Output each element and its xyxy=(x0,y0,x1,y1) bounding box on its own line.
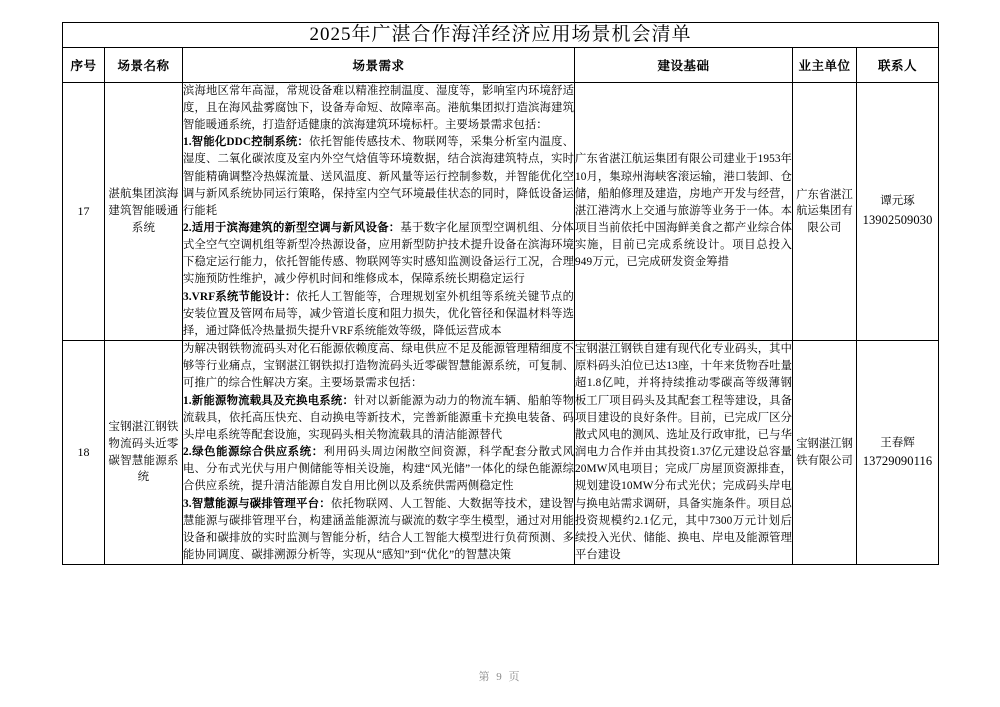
table-header-row xyxy=(63,47,939,82)
row-number: 17 xyxy=(63,82,105,340)
contact-person xyxy=(857,82,939,340)
requirement-intro: 为解决钢铁物流码头对化石能源依赖度高、绿电供应不足及能源管理精细度不够等行业痛点，宝钢湛江钢铁拟打造物流码头近零碳智慧能源系统，可复制、可推广的综合性解决方案。主要场景需求包括： xyxy=(183,343,574,390)
contact-name: 谭元琢 xyxy=(880,195,915,208)
requirement-item-head: 2.适用于滨海建筑的新型空调与新风设备： xyxy=(183,222,401,234)
table-row xyxy=(63,341,939,565)
requirement-item-head: 3.智慧能源与碳排管理平台： xyxy=(183,497,331,510)
column-header-basis: 建设基础 xyxy=(575,47,793,82)
requirement-intro: 滨海地区常年高湿，常规设备难以精准控制温度、湿度等，影响室内环境舒适度，且在海风盐雾腐蚀下，设备寿命短、故障率高。港航集团拟打造滨海建筑智能暖通系统，打造舒适健康的滨海建筑环境标杆。主要场景需求包括： xyxy=(183,84,574,132)
requirement-item-body: 依托物联网、人工智能、大数据等技术，建设智慧能源与碳排管理平台，构建涵盖能源流与碳流的数字孪生模型，通过对用能设备和碳排放的实时监测与智能分析，结合人工智能大模型进行负荷预测、多能协同调度、碳排溯源分析等，实现从“感知”到“优化”的智慧决策 xyxy=(183,497,574,561)
requirement-item-body: 利用码头周边闲散空间资源，科学配套分散式风电、分布式光伏与用户侧储能等相关设施，构建“风光储”一体化的绿色能源综合供应系统，提升清洁能源自发自用比例以及系统供需两侧稳定性 xyxy=(183,446,574,493)
column-header-owner: 业主单位 xyxy=(793,47,857,82)
requirement-item-head: 1.新能源物流载具及充换电系统： xyxy=(183,394,355,407)
column-header-name: 场景名称 xyxy=(105,47,183,82)
page-title: 2025年广湛合作海洋经济应用场景机会清单 xyxy=(63,23,939,48)
requirement-item xyxy=(183,444,574,495)
table-title-row xyxy=(63,23,939,48)
construction-basis: 宝钢湛江钢铁自建有现代化专业码头，其中原料码头泊位已达13座，十年来货物吞吐量超1.8亿吨，并将持续推动零碳高等级薄钢板工厂项目码头及其配套工程等建设，具备项目建设的良好条件。目前，已完成厂区分散式风电的测风、选址及行政审批，已与华润电力合作并由其投资1.37亿元建设总容量20MW风电项目；完成厂房屋顶资源排查，规划建设10MW分布式光伏；完成码头岸电与换电站需求调研，具备实施条件。项目总投资规模约2.1亿元，其中7300万元计划后续投入光伏、储能、换电、岸电及能源管理平台建设 xyxy=(575,341,793,565)
scene-requirement xyxy=(183,82,575,340)
requirement-item xyxy=(183,220,574,289)
requirement-item-head: 1.智能化DDC控制系统： xyxy=(183,136,309,149)
requirement-item-body: 依托人工智能等，合理规划室外机组等系统关键节点的安装位置及管网布局等，减少管道长度和阻力损失，优化管径和保温材料等选择，通过降低冷热量损失提升VRF系统能效等级，降低运营成本 xyxy=(183,290,574,337)
scene-requirement xyxy=(183,341,575,565)
contact-phone: 13902509030 xyxy=(862,212,933,227)
column-header-no: 序号 xyxy=(63,47,105,82)
requirement-item-body: 基于数字化屋顶型空调机组、分体式全空气空调机组等新型冷热源设备，应用新型防护技术提升设备在滨海环境下稳定运行能力，依托智能传感、物联网等实时感知监测设备运行工况，合理实施预防性维护，减少停机时间和维修成本，保障系统长期稳定运行 xyxy=(183,222,574,286)
requirement-item-body: 依托智能传感技术、物联网等，采集分析室内温度、湿度、二氧化碳浓度及室内外空气焓值等环境数据，结合滨海建筑特点，实时智能精确调整冷热媒流量、送风温度、新风量等运行控制参数，并智能优化空调与新风系统协同运行策略，保持室内空气环境最佳状态的同时，降低设备运行能耗 xyxy=(183,136,574,217)
column-header-requirement: 场景需求 xyxy=(183,47,575,82)
contact-phone: 13729090116 xyxy=(862,453,933,468)
scene-name: 宝钢湛江钢铁物流码头近零碳智慧能源系统 xyxy=(105,341,183,565)
table-row xyxy=(63,82,939,340)
opportunity-list-table xyxy=(62,22,939,565)
construction-basis: 广东省湛江航运集团有限公司建业于1953年10月，集琼州海峡客滚运输，港口装卸、仓储，船舶修理及建造，房地产开发与经营，湛江港湾水上交通与旅游等业务于一体。本项目当前依托中国海鲜美食之都产业综合体实施，目前已完成系统设计。项目总投入949万元，已完成研发资金筹措 xyxy=(575,82,793,340)
requirement-item-head: 3.VRF系统节能设计： xyxy=(183,290,297,303)
requirement-item xyxy=(183,289,574,340)
contact-person xyxy=(857,341,939,565)
column-header-contact: 联系人 xyxy=(857,47,939,82)
contact-name: 王春辉 xyxy=(880,436,915,449)
owner-unit: 广东省湛江航运集团有限公司 xyxy=(793,82,857,340)
page-footer: 第 9 页 xyxy=(478,671,522,683)
requirement-item xyxy=(183,496,574,565)
row-number: 18 xyxy=(63,341,105,565)
requirement-item xyxy=(183,134,574,220)
scene-name: 湛航集团滨海建筑智能暖通系统 xyxy=(105,82,183,340)
requirement-item xyxy=(183,393,574,444)
owner-unit: 宝钢湛江钢铁有限公司 xyxy=(793,341,857,565)
requirement-item-body: 针对以新能源为动力的物流车辆、船舶等物流载具，依托高压快充、自动换电等新技术，完善新能源重卡充换电装备、码头岸电系统等配套设施，实现码头相关物流载具的清洁能源替代 xyxy=(183,394,574,441)
requirement-item-head: 2.绿色能源综合供应系统： xyxy=(183,446,324,459)
